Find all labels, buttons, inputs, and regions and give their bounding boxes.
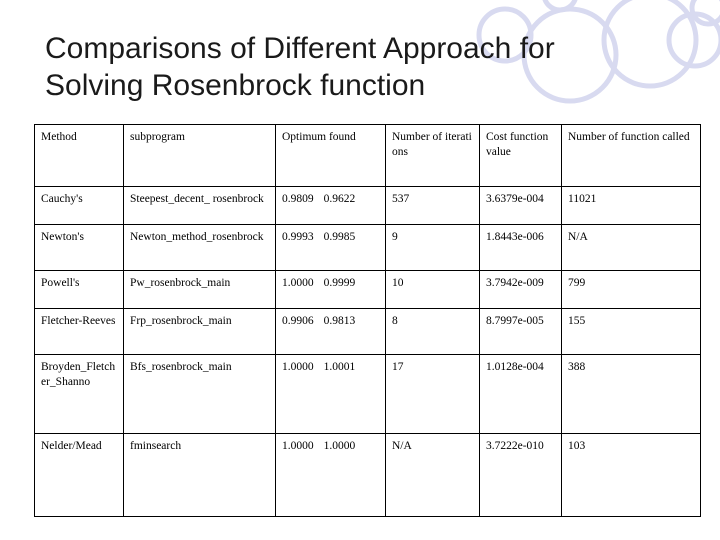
header-cost: Cost function value [480,125,562,187]
cell-method: Powell's [35,271,124,309]
cell-calls: 11021 [562,187,701,225]
cell-subprogram: Steepest_decent_ rosenbrock [124,187,276,225]
table-row [35,271,701,309]
table-row [35,187,701,225]
cell-optimum [276,309,386,355]
cell-calls: N/A [562,225,701,271]
cell-cost: 1.0128e-004 [480,355,562,434]
cell-calls: 103 [562,434,701,517]
cell-cost: 1.8443e-006 [480,225,562,271]
cell-optimum [276,355,386,434]
optimum-x2: 0.9985 [323,231,356,243]
cell-iterations: 8 [386,309,480,355]
optimum-x2: 0.9622 [323,193,356,205]
cell-optimum [276,225,386,271]
optimum-x1: 0.9809 [282,193,314,205]
cell-subprogram: Frp_rosenbrock_main [124,309,276,355]
cell-method: Cauchy's [35,187,124,225]
cell-subprogram: Newton_method_rosenbrock [124,225,276,271]
optimum-x1: 1.0000 [282,361,314,373]
cell-method: Newton's [35,225,124,271]
cell-cost: 3.7942e-009 [480,271,562,309]
optimum-x2: 1.0000 [323,440,356,452]
optimum-x2: 0.9999 [323,277,356,289]
comparison-table [34,124,701,517]
cell-iterations: 537 [386,187,480,225]
cell-subprogram: fminsearch [124,434,276,517]
optimum-x1: 0.9906 [282,315,314,327]
cell-iterations: 9 [386,225,480,271]
optimum-x1: 1.0000 [282,440,314,452]
cell-cost: 3.6379e-004 [480,187,562,225]
optimum-x1: 0.9993 [282,231,314,243]
table-row [35,434,701,517]
header-method: Method [35,125,124,187]
cell-calls: 799 [562,271,701,309]
header-optimum: Optimum found [276,125,386,187]
cell-calls: 155 [562,309,701,355]
table-header-row [35,125,701,187]
cell-method: Fletcher-Reeves [35,309,124,355]
table-row [35,225,701,271]
cell-method: Nelder/Mead [35,434,124,517]
optimum-x2: 0.9813 [323,315,356,327]
cell-cost: 3.7222e-010 [480,434,562,517]
cell-calls: 388 [562,355,701,434]
cell-iterations: 10 [386,271,480,309]
cell-method: Broyden_Fletcher_Shanno [35,355,124,434]
cell-optimum [276,434,386,517]
cell-subprogram: Bfs_rosenbrock_main [124,355,276,434]
cell-subprogram: Pw_rosenbrock_main [124,271,276,309]
cell-iterations: 17 [386,355,480,434]
optimum-x2: 1.0001 [323,361,356,373]
table-row [35,309,701,355]
cell-iterations: N/A [386,434,480,517]
header-calls: Number of function called [562,125,701,187]
table-row [35,355,701,434]
optimum-x1: 1.0000 [282,277,314,289]
header-iterations: Number of iterations [386,125,480,187]
header-subprogram: subprogram [124,125,276,187]
page-title: Comparisons of Different Approach for Solving Rosenbrock function [45,32,555,102]
cell-cost: 8.7997e-005 [480,309,562,355]
cell-optimum [276,187,386,225]
cell-optimum [276,271,386,309]
